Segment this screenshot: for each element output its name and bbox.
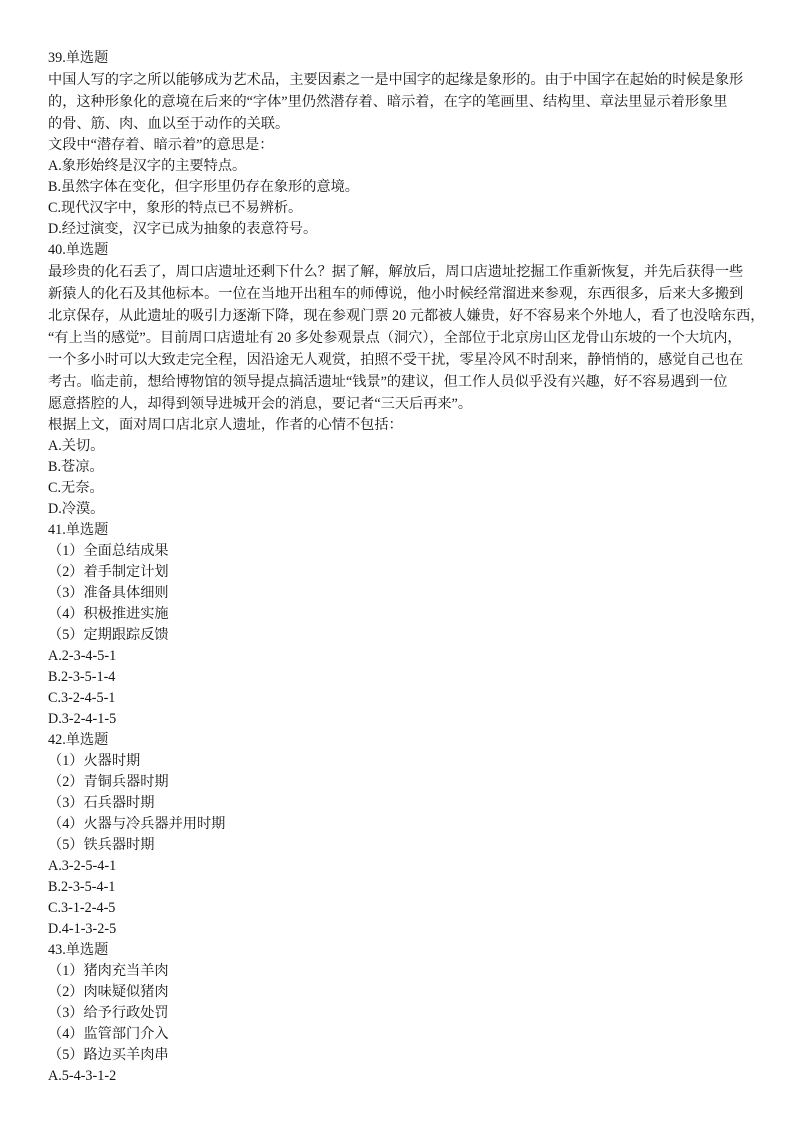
question-prompt: 文段中“潜存着、暗示着”的意思是： <box>48 136 274 153</box>
question-heading: 43.单选题 <box>48 941 109 958</box>
item-text: 积极推进实施 <box>83 605 169 622</box>
question-43 <box>48 940 752 1087</box>
question-heading: 42.单选题 <box>48 731 109 748</box>
question-passage <box>48 261 765 415</box>
option-text: 关切。 <box>61 437 105 454</box>
option-text: 现代汉字中，象形的特点已不易辨析。 <box>61 199 303 216</box>
question-42 <box>48 730 752 940</box>
item-marker: （2） <box>48 773 84 790</box>
sequence-item <box>48 835 752 856</box>
sequence-item <box>48 562 752 583</box>
item-text: 监管部门介入 <box>83 1025 169 1042</box>
passage-line: 最珍贵的化石丢了，周口店遗址还剩下什么？据了解，解放后，周口店遗址挖掘工作重新恢复，并先后获得一些 <box>48 263 744 280</box>
item-text: 火器与冷兵器并用时期 <box>83 815 226 832</box>
option-letter: A. <box>48 437 62 454</box>
sequence-item <box>48 1045 752 1066</box>
option-letter: A. <box>48 157 62 174</box>
answer-option-c <box>48 478 752 499</box>
passage-line: 考古。临走前，想给博物馆的领导提点搞活遗址“钱景”的建议，但工作人员似乎没有兴趣，好不容易遇到一位 <box>48 373 728 390</box>
sequence-item <box>48 625 752 646</box>
item-text: 给予行政处罚 <box>83 1004 169 1021</box>
option-letter: C. <box>48 689 62 706</box>
sequence-item <box>48 1003 752 1024</box>
sequence-item <box>48 1024 752 1045</box>
option-letter: B. <box>48 668 62 685</box>
item-marker: （3） <box>48 794 84 811</box>
sequence-item <box>48 793 752 814</box>
option-text: 4-1-3-2-5 <box>61 920 117 937</box>
item-text: 肉味疑似猪肉 <box>83 983 169 1000</box>
option-letter: B. <box>48 458 62 475</box>
answer-option-d <box>48 499 752 520</box>
sequence-item <box>48 604 752 625</box>
question-40 <box>48 240 765 520</box>
question-passage <box>48 69 752 135</box>
option-text: 虽然字体在变化，但字形里仍存在象形的意境。 <box>61 178 359 195</box>
item-marker: （4） <box>48 1025 84 1042</box>
item-marker: （5） <box>48 626 84 643</box>
answer-option-b <box>48 667 752 688</box>
option-letter: B. <box>48 178 62 195</box>
item-marker: （1） <box>48 542 84 559</box>
item-marker: （2） <box>48 983 84 1000</box>
item-text: 着手制定计划 <box>83 563 169 580</box>
option-letter: C. <box>48 199 62 216</box>
sequence-item <box>48 814 752 835</box>
answer-option-d <box>48 709 752 730</box>
question-heading: 41.单选题 <box>48 521 109 538</box>
question-41 <box>48 520 752 730</box>
answer-option-a <box>48 646 752 667</box>
answer-option-c <box>48 898 752 919</box>
option-text: 象形始终是汉字的主要特点。 <box>61 157 247 174</box>
passage-line: 的骨、筋、肉、血以至于动作的关联。 <box>48 115 290 132</box>
option-text: 冷漠。 <box>61 500 105 517</box>
item-text: 火器时期 <box>83 752 141 769</box>
item-marker: （1） <box>48 962 84 979</box>
answer-option-a <box>48 436 752 457</box>
passage-line: 愿意搭腔的人，却得到领导进城开会的消息，要记者“三天后再来”。 <box>48 395 473 412</box>
answer-option-b <box>48 877 752 898</box>
sequence-item <box>48 583 752 604</box>
sequence-item <box>48 982 752 1003</box>
passage-line: 中国人写的字之所以能够成为艺术品，主要因素之一是中国字的起缘是象形的。由于中国字在起始的时候是象形 <box>48 71 744 88</box>
option-text: 2-3-5-1-4 <box>61 668 116 685</box>
item-marker: （5） <box>48 1046 84 1063</box>
item-text: 青铜兵器时期 <box>83 773 169 790</box>
option-letter: C. <box>48 899 62 916</box>
option-letter: C. <box>48 479 62 496</box>
option-text: 2-3-5-4-1 <box>61 878 116 895</box>
option-letter: A. <box>48 1067 62 1084</box>
item-text: 猪肉充当羊肉 <box>83 962 169 979</box>
answer-option-a <box>48 156 752 177</box>
option-text: 经过演变，汉字已成为抽象的表意符号。 <box>61 220 318 237</box>
option-text: 3-2-4-5-1 <box>61 689 116 706</box>
item-marker: （5） <box>48 836 84 853</box>
option-letter: D. <box>48 500 62 517</box>
answer-option-d <box>48 919 752 940</box>
option-text: 苍凉。 <box>61 458 104 475</box>
option-text: 5-4-3-1-2 <box>61 1067 117 1084</box>
item-text: 定期跟踪反馈 <box>83 626 169 643</box>
answer-option-a <box>48 856 752 877</box>
item-text: 路边买羊肉串 <box>83 1046 169 1063</box>
item-marker: （1） <box>48 752 84 769</box>
item-text: 铁兵器时期 <box>83 836 155 853</box>
passage-line: “有上当的感觉”。目前周口店遗址有 20 多处参观景点（洞穴），全部位于北京房山区龙骨山东坡的一个大坑内， <box>48 329 742 346</box>
item-text: 石兵器时期 <box>83 794 155 811</box>
option-letter: D. <box>48 710 62 727</box>
sequence-item <box>48 751 752 772</box>
item-marker: （4） <box>48 605 84 622</box>
option-letter: A. <box>48 857 62 874</box>
option-letter: B. <box>48 878 62 895</box>
item-marker: （3） <box>48 584 84 601</box>
option-text: 3-2-4-1-5 <box>61 710 117 727</box>
answer-option-d <box>48 219 752 240</box>
answer-option-c <box>48 198 752 219</box>
question-heading: 39.单选题 <box>48 49 109 66</box>
passage-line: 北京保存，从此遗址的吸引力逐渐下降，现在参观门票 20 元都被人嫌贵，好不容易来个外地人，看了也没啥东西， <box>48 307 765 324</box>
option-text: 3-1-2-4-5 <box>61 899 116 916</box>
question-prompt: 根据上文，面对周口店北京人遗址，作者的心情不包括： <box>48 416 403 433</box>
sequence-item <box>48 541 752 562</box>
sequence-item <box>48 961 752 982</box>
item-marker: （4） <box>48 815 84 832</box>
answer-option-b <box>48 457 752 478</box>
item-text: 准备具体细则 <box>83 584 169 601</box>
passage-line: 一个多小时可以大致走完全程，因沿途无人观赏，拍照不受干扰，零星冷风不时刮来，静悄悄的，感觉自己也在 <box>48 351 744 368</box>
passage-line: 的，这种形象化的意境在后来的“字体”里仍然潜存着、暗示着，在字的笔画里、结构里、章法里显示着形象里 <box>48 93 728 110</box>
option-letter: A. <box>48 647 62 664</box>
answer-option-c <box>48 688 752 709</box>
answer-option-a <box>48 1066 752 1087</box>
option-letter: D. <box>48 220 62 237</box>
item-text: 全面总结成果 <box>83 542 169 559</box>
passage-line: 新猿人的化石及其他标本。一位在当地开出租车的师傅说，他小时候经常溜进来参观，东西很多，后来大多搬到 <box>48 285 744 302</box>
option-letter: D. <box>48 920 62 937</box>
question-heading: 40.单选题 <box>48 241 109 258</box>
item-marker: （2） <box>48 563 84 580</box>
question-39 <box>48 48 752 240</box>
item-marker: （3） <box>48 1004 84 1021</box>
option-text: 2-3-4-5-1 <box>61 647 117 664</box>
option-text: 无奈。 <box>61 479 104 496</box>
sequence-item <box>48 772 752 793</box>
option-text: 3-2-5-4-1 <box>61 857 117 874</box>
answer-option-b <box>48 177 752 198</box>
